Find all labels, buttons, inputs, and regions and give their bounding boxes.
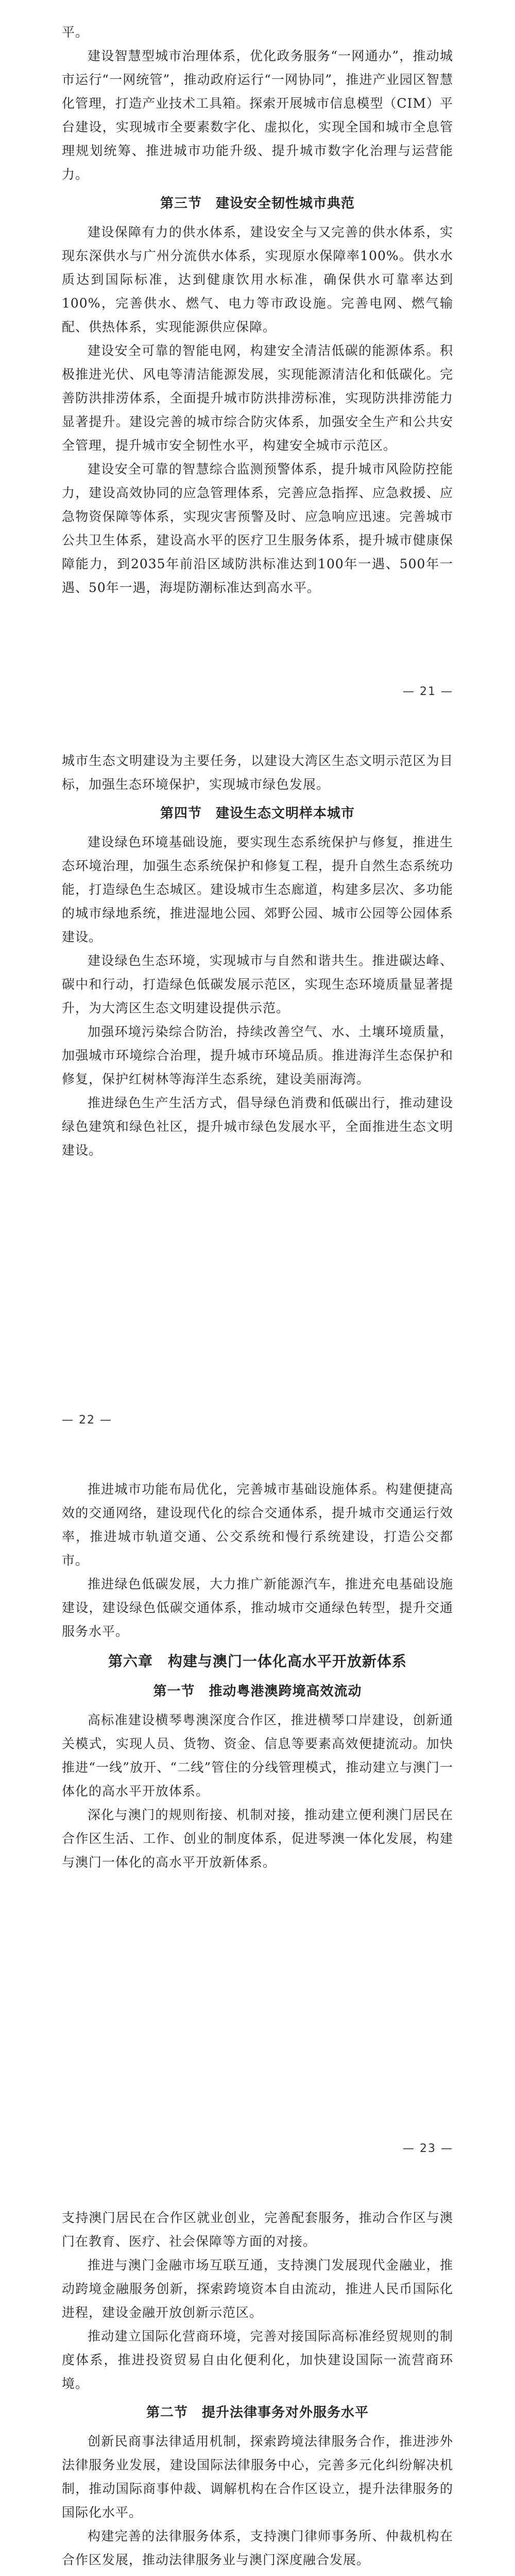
page-4-text [62, 2206, 453, 2572]
page-4 [0, 2185, 515, 2576]
paragraph: 推进绿色低碳发展，大力推广新能源汽车，推进充电基础设施建设，建设绿色低碳交通体系，推动城市交通绿色转型，提升交通服务水平。 [62, 1577, 453, 1639]
paragraph: 平。 [62, 25, 89, 40]
section-heading: 第四节 建设生态文明样本城市 [160, 806, 355, 821]
page-2-text [62, 749, 453, 1162]
paragraph: 建设绿色环境基础设施，要实现生态系统保护与修复，推进生态环境治理，加强生态系统保护和修复工程，提升自然生态系统功能，打造绿色生态城区。建设城市生态廊道，构建多层次、多功能的城市绿地系统，推进湿地公园、郊野公园、城市公园等公园体系建设。 [62, 835, 453, 944]
chapter-heading: 第六章 构建与澳门一体化高水平开放新体系 [108, 1653, 407, 1670]
page-2 [0, 728, 515, 1457]
paragraph: 推进绿色生产生活方式，倡导绿色消费和低碳出行，推动建设绿色建筑和绿色社区，提升城市绿色发展水平，全面推进生态文明建设。 [62, 1095, 453, 1158]
page-1-text [62, 21, 453, 600]
paragraph: 建设绿色生态环境，实现城市与自然和谐共生。推进碳达峰、碳中和行动，打造绿色低碳发展示范区，实现生态环境质量显著提升，为大湾区生态文明建设提供示范。 [62, 953, 453, 1015]
paragraph: 加强环境污染综合防治，持续改善空气、水、土壤环境质量，加强城市环境综合治理，提升城市环境品质。推进海洋生态保护和修复，保护红树林等海洋生态系统，建设美丽海湾。 [62, 1024, 453, 1087]
section-heading: 第二节 提升法律事务对外服务水平 [146, 2405, 369, 2420]
page-1 [0, 0, 515, 728]
paragraph: 支持澳门居民在合作区就业创业，完善配套服务，推动合作区与澳门在教育、医疗、社会保障等方面的对接。 [62, 2210, 453, 2249]
paragraph: 建设智慧型城市治理体系，优化政务服务“一网通办”，推动城市运行“一网统管”，推动政府运行“一网协同”，推进产业园区智慧化管理，打造产业技术工具箱。探索开展城市信息模型（CIM）平台建设，实现城市全要素数字化、虚拟化，实现全国和城市全息管理规划统筹、推进城市功能升级、提升城市数字化治理与运营能力。 [62, 48, 453, 182]
paragraph: 建设安全可靠的智能电网，构建安全清洁低碳的能源体系。积极推进光伏、风电等清洁能源发展，实现能源清洁化和低碳化。完善防洪排涝体系，全面提升城市防洪排涝标准，实现防洪排涝能力显著提升。建设完善的城市综合防灾体系，加强安全生产和公共安全管理，提升城市安全韧性水平，构建安全城市示范区。 [62, 343, 453, 453]
paragraph: 推动建立国际化营商环境，完善对接国际高标准经贸规则的制度体系，推进投资贸易自由化便利化，加快建设国际一流营商环境。 [62, 2329, 453, 2391]
paragraph: 推进与澳门金融市场互联互通，支持澳门发展现代金融业，推动跨境金融服务创新，探索跨境资本自由流动，推进人民币国际化进程，建设金融开放创新示范区。 [62, 2258, 453, 2320]
page-3-text [62, 1478, 453, 1874]
page-3 [0, 1457, 515, 2185]
paragraph: 构建完善的法律服务体系，支持澳门律师事务所、仲裁机构在合作区发展，推动法律服务业与澳门深度融合发展。 [62, 2529, 453, 2567]
paragraph: 高标准建设横琴粤澳深度合作区，推进横琴口岸建设，创新通关模式，实现人员、货物、资金、信息等要素高效便捷流动。加快推进“一线”放开、“二线”管住的分线管理模式，推动建立与澳门一体化的高水平开放体系。 [62, 1713, 453, 1799]
page-number: — 21 — [403, 685, 453, 698]
page-number: — 22 — [62, 1414, 112, 1427]
paragraph: 建设保障有力的供水体系，建设安全与又完善的供水体系，实现东深供水与广州分流供水体系，实现原水保障率100%。供水水质达到国际标准，达到健康饮用水标准，确保供水可靠率达到100%，完善供水、燃气、电力等市政设施。完善电网、燃气输配、供热体系，实现能源供应保障。 [62, 225, 453, 334]
section-heading: 第三节 建设安全韧性城市典范 [160, 196, 355, 211]
paragraph: 深化与澳门的规则衔接、机制对接，推动建立便利澳门居民在合作区生活、工作、创业的制度体系，促进琴澳一体化发展，构建与澳门一体化的高水平开放新体系。 [62, 1807, 453, 1870]
section-heading: 第一节 推动粤港澳跨境高效流动 [153, 1684, 362, 1699]
paragraph: 推进城市功能布局优化，完善城市基础设施体系。构建便捷高效的交通网络，建设现代化的综合交通体系，提升城市交通运行效率，推进城市轨道交通、公交系统和慢行系统建设，打造公交都市。 [62, 1482, 453, 1568]
paragraph: 建设安全可靠的智慧综合监测预警体系，提升城市风险防控能力，建设高效协同的应急管理体系，完善应急指挥、应急救援、应急物资保障等体系，实现灾害预警及时、应急响应迅速。完善城市公共卫生体系，建设高水平的医疗卫生服务体系，提升城市健康保障能力，到2035年前沿区域防洪标准达到100年一遇、500年一遇、50年一遇，海堤防潮标准达到高水平。 [62, 462, 453, 595]
paragraph: 城市生态文明建设为主要任务，以建设大湾区生态文明示范区为目标，加强生态环境保护，实现城市绿色发展。 [62, 753, 453, 792]
page-number: — 23 — [403, 2142, 453, 2155]
paragraph: 创新民商事法律适用机制，探索跨境法律服务合作，推进涉外法律服务业发展，建设国际法律服务中心，完善多元化纠纷解决机制，推动国际商事仲裁、调解机构在合作区设立，提升法律服务的国际化水平。 [62, 2434, 453, 2520]
